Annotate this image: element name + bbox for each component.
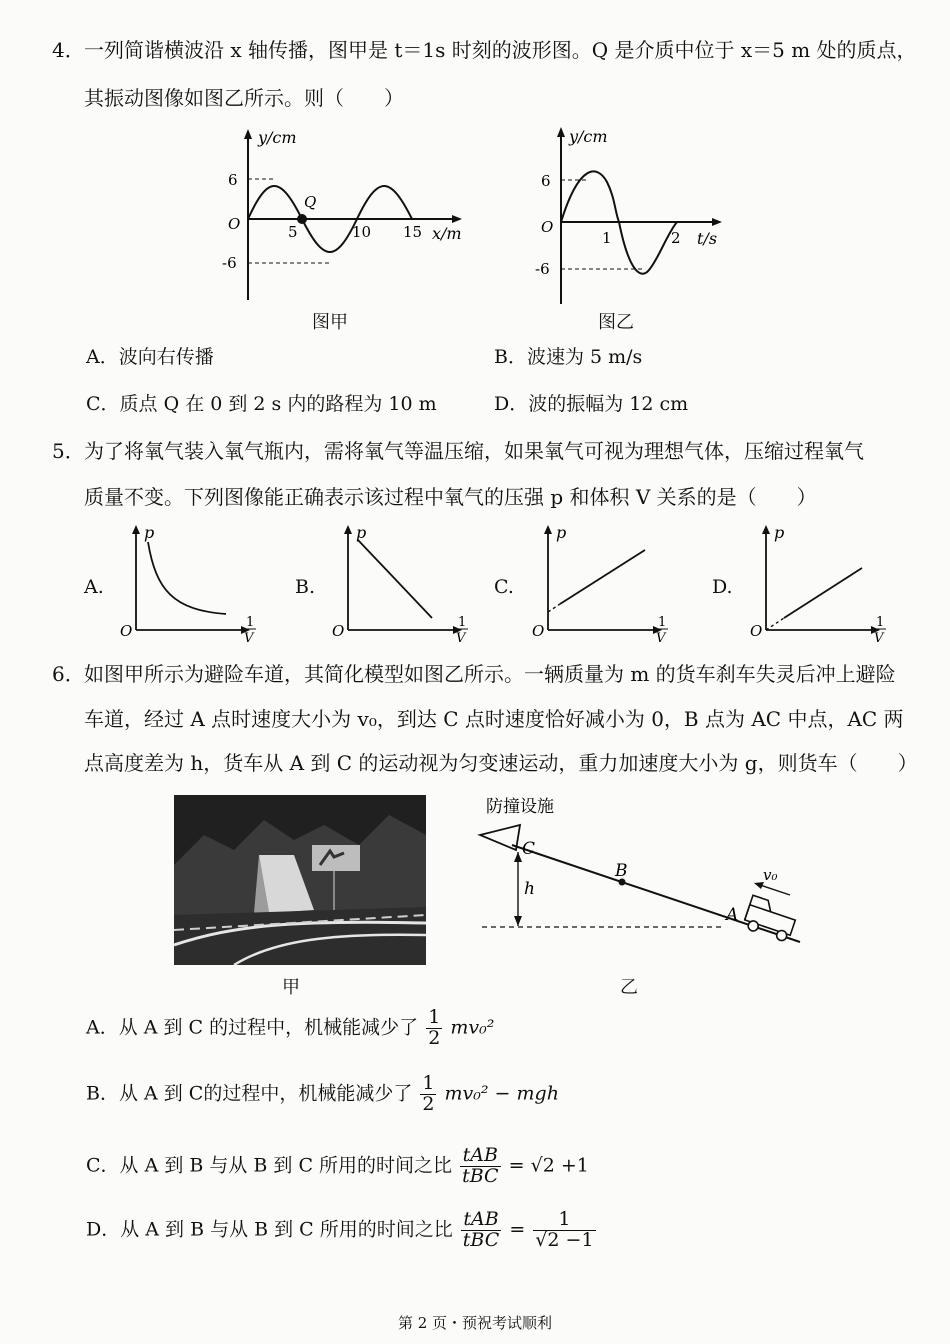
y-axis-arrow [244, 129, 252, 139]
hyperbola-curve [148, 542, 226, 614]
q6-option-a[interactable] [86, 1008, 494, 1049]
increasing-line [560, 550, 645, 604]
x-tick-15: 15 [403, 223, 423, 241]
frac-num: 1 [422, 1072, 435, 1094]
origin-dash [766, 618, 784, 630]
q6-ramp-diagram [470, 790, 830, 960]
page-footer: 第 2 页・预祝考试顺利 [397, 1314, 553, 1332]
frac-den: 2 [428, 1026, 441, 1049]
p-arrow [544, 525, 552, 534]
y-axis-arrow [557, 127, 565, 137]
barrier-label: 防撞设施 [486, 797, 554, 817]
q5-graph-c-label[interactable]: C. [494, 576, 514, 598]
origin: O [541, 218, 554, 236]
height-arrow-down [514, 916, 522, 926]
label-v0: v₀ [763, 866, 778, 884]
half-fraction [426, 1008, 442, 1049]
equals-sign: = [509, 1218, 526, 1241]
q6-option-c-expr: = √2 +1 [508, 1154, 589, 1177]
q4-option-b[interactable]: B．波速为 5 m/s [494, 346, 643, 368]
q6-fig-a-caption: 甲 [282, 977, 300, 998]
time-ratio-fraction [460, 1146, 501, 1187]
proportional-line [784, 568, 862, 618]
q5-number: 5． [52, 439, 85, 463]
q6-stem-line3: 点高度差为 h，货车从 A 到 C 的运动视为匀变速运动，重力加速度大小为 g，则货车（ ） [84, 751, 918, 775]
x-den: V [656, 631, 666, 645]
result-fraction [533, 1210, 595, 1251]
point-q [297, 214, 307, 224]
q6-option-c-text: C．从 A 到 B 与从 B 到 C 所用的时间之比 [86, 1154, 453, 1177]
y-label: y/cm [569, 127, 608, 146]
q4-wave-figure [210, 125, 480, 315]
frac-den: tBC [462, 1228, 500, 1251]
q4-option-a[interactable]: A．波向右传播 [86, 346, 214, 368]
q5-stem-line2: 质量不变。下列图像能正确表示该过程中氧气的压强 p 和体积 V 关系的是（ ） [84, 485, 817, 509]
x-num: 1 [658, 615, 667, 630]
p-label: p [356, 523, 367, 542]
x-num: 1 [246, 615, 255, 630]
origin: O [750, 622, 763, 640]
origin: O [532, 622, 545, 640]
frac-num: 1 [428, 1006, 441, 1028]
label-b: B [615, 861, 628, 881]
q6-escape-lane-photo [174, 795, 426, 965]
q5-stem-line1: 为了将氧气装入氧气瓶内，需将氧气等温压缩，如果氧气可视为理想气体，压缩过程氧气 [84, 439, 864, 463]
frac-num: 1 [533, 1210, 595, 1231]
q6-option-b-expr: mv₀² − mgh [444, 1082, 559, 1105]
y-tick-neg6: -6 [222, 254, 237, 272]
x-num: 1 [876, 615, 885, 630]
origin: O [120, 622, 133, 640]
p-label: p [556, 523, 567, 542]
y-tick-neg6: -6 [535, 260, 550, 278]
q4-option-d[interactable]: D．波的振幅为 12 cm [494, 393, 689, 415]
q6-option-b[interactable] [86, 1074, 559, 1115]
frac-den: tBC [462, 1164, 499, 1187]
q5-graph-d-label[interactable]: D. [712, 576, 733, 598]
t-label: t/s [697, 229, 718, 248]
y-tick-6: 6 [541, 172, 551, 190]
q4-fig-b-caption: 图乙 [598, 312, 634, 333]
t-axis-arrow [712, 218, 722, 226]
q4-stem-line2: 其振动图像如图乙所示。则（ ） [84, 86, 404, 110]
q5-graph-a-label[interactable]: A. [84, 576, 104, 598]
q4-vibration-figure [525, 122, 735, 312]
x-den: V [456, 631, 466, 645]
q6-fig-b-caption: 乙 [620, 977, 638, 998]
frac-den: √2 −1 [535, 1228, 594, 1251]
time-ratio-fraction [461, 1210, 502, 1251]
p-label: p [144, 523, 155, 542]
q4-fig-a-caption: 图甲 [312, 312, 348, 333]
x-axis-arrow [452, 215, 462, 223]
q5-graph-d[interactable] [748, 520, 898, 645]
x-label: x/m [432, 224, 462, 243]
q4-stem-line1: 一列简谐横波沿 x 轴传播，图甲是 t＝1s 时刻的波形图。Q 是介质中位于 x＝5 m 处的质点， [84, 38, 917, 62]
label-a: A [726, 905, 739, 925]
x-den: V [874, 631, 884, 645]
q6-option-d[interactable] [86, 1210, 598, 1251]
t-tick-2: 2 [671, 229, 681, 247]
q6-option-b-text: B．从 A 到 C的过程中，机械能减少了 [86, 1082, 413, 1105]
decreasing-line [358, 540, 432, 618]
x-tick-5: 5 [288, 223, 298, 241]
height-arrow-up [514, 852, 522, 862]
p-label: p [774, 523, 785, 542]
frac-num: tAB [460, 1146, 501, 1167]
origin: O [332, 622, 345, 640]
q6-number: 6． [52, 662, 85, 686]
frac-num: tAB [461, 1210, 502, 1231]
origin: O [228, 215, 241, 233]
q6-option-c[interactable] [86, 1146, 589, 1187]
q4-option-c[interactable]: C．质点 Q 在 0 到 2 s 内的路程为 10 m [86, 393, 437, 415]
x-den: V [244, 631, 254, 645]
velocity-arrow [760, 885, 790, 895]
p-arrow [344, 525, 352, 534]
half-fraction [420, 1074, 436, 1115]
q6-stem-line1: 如图甲所示为避险车道，其简化模型如图乙所示。一辆质量为 m 的货车刹车失灵后冲上避险 [84, 662, 896, 686]
road-sign [312, 845, 360, 871]
q5-graph-a[interactable] [118, 520, 268, 645]
q5-graph-c[interactable] [530, 520, 680, 645]
x-num: 1 [458, 615, 467, 630]
label-h: h [524, 879, 535, 899]
q6-option-d-text: D．从 A 到 B 与从 B 到 C 所用的时间之比 [86, 1218, 453, 1241]
q5-graph-b-label[interactable]: B. [295, 576, 316, 598]
frac-den: 2 [422, 1092, 435, 1115]
extrapolated-dash [548, 604, 560, 612]
q5-graph-b[interactable] [330, 520, 480, 645]
q6-option-a-text: A．从 A 到 C 的过程中，机械能减少了 [86, 1016, 419, 1039]
q6-option-a-expr: mv₀² [450, 1016, 495, 1039]
t-tick-1: 1 [602, 229, 612, 247]
label-c: C [522, 839, 536, 859]
q-label: Q [304, 193, 317, 211]
q6-stem-line2: 车道，经过 A 点时速度大小为 v₀，到达 C 点时速度恰好减小为 0，B 点为 AC 中点，AC 两 [84, 707, 904, 731]
y-label: y/cm [258, 128, 297, 147]
p-arrow [132, 525, 140, 534]
p-arrow [762, 525, 770, 534]
y-tick-6: 6 [228, 171, 238, 189]
q4-number: 4． [52, 38, 85, 62]
x-tick-10: 10 [352, 223, 372, 241]
truck-icon [742, 895, 798, 943]
